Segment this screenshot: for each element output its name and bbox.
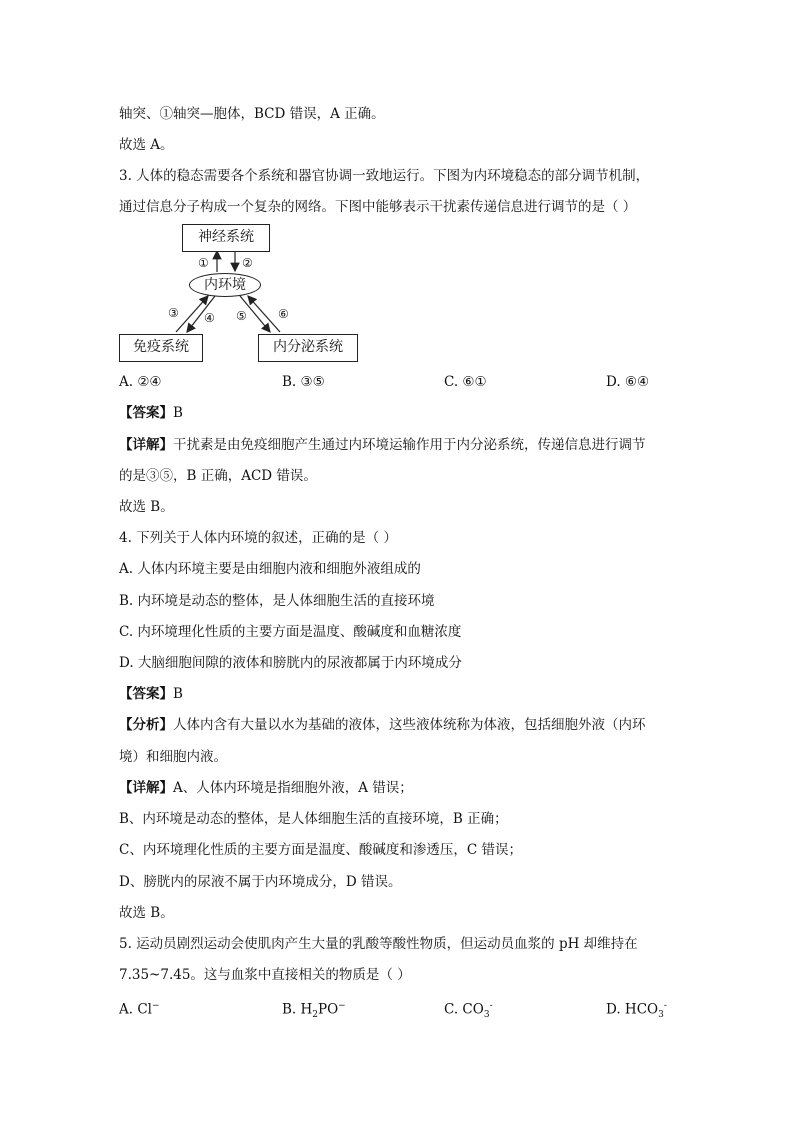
answer-label: 【答案】	[119, 405, 173, 421]
nervous-system-box: 神经系统	[182, 224, 270, 252]
q4-option-c: C. 内环境理化性质的主要方面是温度、酸碱度和血糖浓度	[119, 624, 462, 640]
q5-option-d	[606, 996, 667, 1025]
q3-option-a: A. ②④	[119, 374, 162, 390]
subscript: 2	[312, 1010, 319, 1021]
option-text: D. HCO	[606, 1001, 659, 1018]
option-text: A. Cl	[119, 1001, 152, 1018]
q3-answer	[119, 403, 183, 423]
superscript: −	[338, 1001, 346, 1011]
q3-option-c: C. ⑥①	[444, 374, 487, 390]
q4-detail-c: C、内环境理化性质的主要方面是温度、酸碱度和渗透压，C 错误；	[119, 842, 522, 858]
label-6: ⑥	[278, 307, 289, 321]
q4-detail-d: D、膀胱内的尿液不属于内环境成分，D 错误。	[119, 874, 402, 890]
question-3-stem: 3. 人体的稳态需要各个系统和器官协调一致地运行。下图为内环境稳态的部分调节机制，	[119, 168, 650, 184]
analysis-text: 人体内含有大量以水为基础的液体，这些液体统称为体液，包括细胞外液（内环	[173, 717, 646, 733]
answer-value: B	[173, 405, 183, 421]
text-line: 轴突、①轴突—胞体，BCD 错误，A 正确。	[119, 106, 385, 122]
subscript: 3	[658, 1010, 664, 1021]
q5-option-b	[282, 996, 346, 1025]
label-5: ⑤	[236, 309, 247, 323]
answer-value: B	[173, 686, 183, 702]
q3-conclusion: 故选 B。	[119, 499, 174, 515]
option-text: C. CO	[444, 1001, 484, 1018]
q5-option-c	[444, 996, 493, 1025]
regulation-diagram	[110, 220, 370, 370]
question-4-stem: 4. 下列关于人体内环境的叙述，正确的是（ ）	[119, 530, 397, 546]
question-3-stem-cont: 通过信息分子构成一个复杂的网络。下图中能够表示干扰素传递信息进行调节的是（ ）	[119, 199, 637, 215]
detail-label: 【详解】	[119, 780, 173, 796]
label-2: ②	[242, 256, 253, 270]
label-3: ③	[168, 306, 179, 320]
q4-detail	[119, 778, 413, 798]
superscript: -	[663, 1001, 667, 1011]
q4-detail-b: B、内环境是动态的整体，是人体细胞生活的直接环境，B 正确；	[119, 811, 508, 827]
internal-environment-ellipse: 内环境	[189, 273, 261, 297]
subscript: 3	[483, 1010, 490, 1021]
text-line: 故选 A。	[119, 137, 174, 153]
q3-option-d: D. ⑥④	[606, 374, 650, 390]
q4-answer	[119, 684, 183, 704]
answer-label: 【答案】	[119, 686, 173, 702]
immune-system-box: 免疫系统	[119, 334, 203, 362]
q4-option-b: B. 内环境是动态的整体，是人体细胞生活的直接环境	[119, 593, 435, 609]
superscript: -	[489, 1001, 493, 1011]
detail-label: 【详解】	[119, 437, 173, 453]
q4-option-d: D. 大脑细胞间隙的液体和膀胱内的尿液都属于内环境成分	[119, 655, 462, 671]
label-4: ④	[204, 311, 215, 325]
label-1: ①	[198, 256, 209, 270]
question-5-stem: 5. 运动员剧烈运动会使肌肉产生大量的乳酸等酸性物质，但运动员血浆的 pH 却维持在	[119, 936, 638, 952]
question-5-stem-cont: 7.35~7.45。这与血浆中直接相关的物质是（ ）	[119, 967, 411, 983]
q4-conclusion: 故选 B。	[119, 905, 174, 921]
detail-text: 干扰素是由免疫细胞产生通过内环境运输作用于内分泌系统，传递信息进行调节	[173, 437, 646, 453]
q3-detail-cont: 的是③⑤，B 正确，ACD 错误。	[119, 468, 317, 484]
option-text: PO	[318, 1001, 339, 1018]
q4-option-a: A. 人体内环境主要是由细胞内液和细胞外液组成的	[119, 561, 421, 577]
q5-option-a	[119, 996, 160, 1020]
q3-detail	[119, 435, 646, 455]
endocrine-system-box: 内分泌系统	[258, 334, 358, 362]
q3-option-b: B. ③⑤	[282, 374, 325, 390]
analysis-label: 【分析】	[119, 717, 173, 733]
arrow-6	[248, 296, 280, 332]
option-text: B. H	[282, 1001, 313, 1018]
q4-analysis	[119, 715, 646, 735]
detail-text: A、人体内环境是指细胞外液，A 错误；	[173, 780, 413, 796]
superscript: −	[151, 1001, 160, 1011]
q4-analysis-cont: 境）和细胞内液。	[119, 749, 227, 765]
